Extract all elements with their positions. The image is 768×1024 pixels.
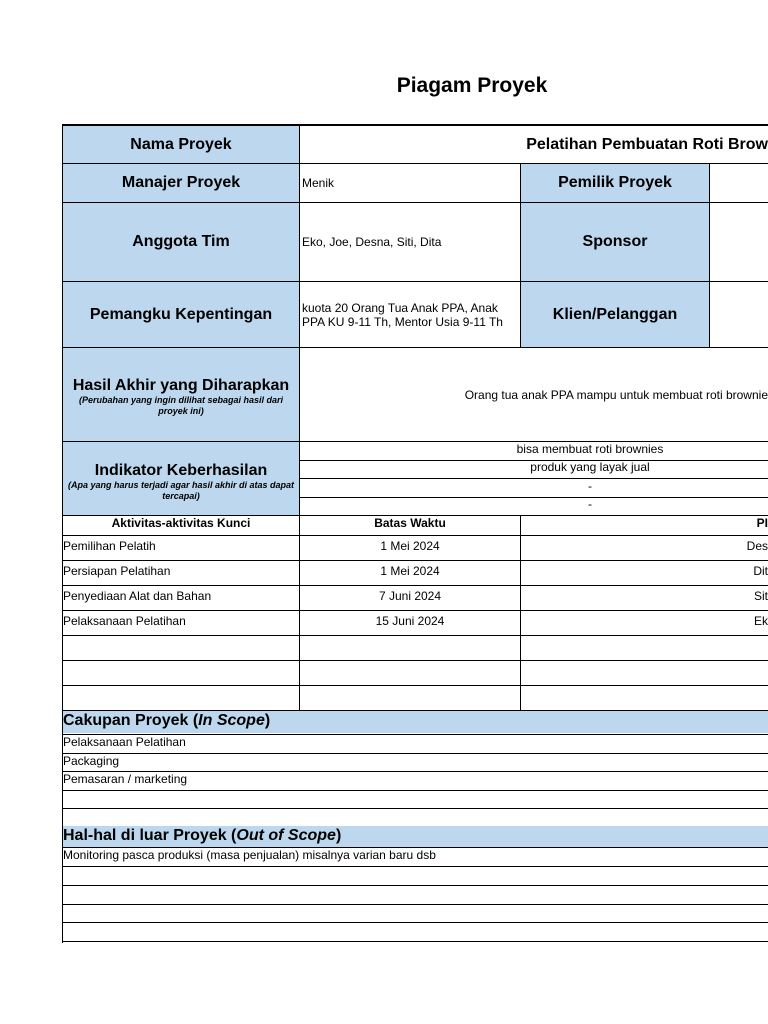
value-hasil-akhir[interactable]: Orang tua anak PPA mampu untuk membuat roti brownie (464, 387, 768, 402)
pemangku-line-2: PPA KU 9-11 Th, Mentor Usia 9-11 Th (302, 314, 503, 329)
scope-line (62, 904, 768, 905)
in-scope-title-suffix: ) (264, 712, 271, 729)
activities-col-line (299, 515, 300, 711)
left-border (62, 124, 63, 943)
scope-line (62, 753, 768, 754)
activity-pic[interactable]: Sit (753, 589, 768, 603)
value-nama-proyek[interactable]: Pelatihan Pembuatan Roti Brow (299, 125, 768, 164)
activity-pic[interactable]: Des (746, 539, 768, 553)
activity-pic[interactable]: Dit (753, 564, 768, 578)
value-klien-pelanggan[interactable] (709, 281, 768, 348)
indikator-item[interactable]: - (588, 497, 592, 511)
activities-row-line (62, 660, 768, 661)
project-charter-sheet (62, 124, 768, 944)
activity-deadline[interactable]: 15 Juni 2024 (375, 614, 445, 628)
in-scope-item[interactable]: Pelaksanaan Pelatihan (63, 735, 186, 749)
activity-name[interactable]: Pelaksanaan Pelatihan (63, 614, 186, 628)
scope-line (62, 885, 768, 886)
scope-line (62, 808, 768, 809)
indikator-note: (Apa yang harus terjadi agar hasil akhir di atas dapat tercapai) (67, 479, 295, 501)
hasil-akhir-title: Hasil Akhir yang Diharapkan (72, 376, 290, 394)
out-scope-title (63, 827, 341, 845)
activities-col-line (520, 515, 521, 711)
label-klien-pelanggan: Klien/Pelanggan (520, 281, 710, 348)
value-sponsor[interactable] (709, 202, 768, 282)
activity-deadline[interactable]: 1 Mei 2024 (380, 564, 440, 578)
col-header-batas-waktu: Batas Waktu (374, 516, 446, 530)
activity-name[interactable]: Penyediaan Alat dan Bahan (63, 589, 212, 603)
indikator-item[interactable]: bisa membuat roti brownies (516, 442, 664, 456)
activities-row-line (62, 585, 768, 586)
hasil-akhir-note: (Perubahan yang ingin dilihat sebagai hasil dari proyek ini) (78, 394, 284, 416)
col-header-pic: PI (756, 516, 768, 530)
label-hasil-akhir (62, 347, 300, 442)
scope-line (62, 866, 768, 867)
activity-name[interactable]: Persiapan Pelatihan (63, 564, 171, 578)
activity-name[interactable]: Pemilihan Pelatih (63, 539, 156, 553)
activity-pic[interactable]: Ek (753, 614, 768, 628)
col-header-aktivitas: Aktivitas-aktivitas Kunci (111, 516, 251, 530)
out-scope-title-suffix: ) (335, 827, 342, 844)
out-scope-title-italic: Out of Scope (236, 827, 336, 844)
activities-row-line (62, 560, 768, 561)
label-indikator-keberhasilan (62, 441, 300, 516)
label-pemilik-proyek: Pemilik Proyek (520, 163, 710, 203)
scope-line (62, 922, 768, 923)
indikator-title: Indikator Keberhasilan (94, 461, 268, 479)
label-anggota-tim: Anggota Tim (62, 202, 300, 282)
indikator-item[interactable]: - (588, 479, 592, 493)
label-nama-proyek: Nama Proyek (62, 125, 300, 164)
label-sponsor: Sponsor (520, 202, 710, 282)
activities-row-line (62, 535, 768, 536)
scope-line (62, 790, 768, 791)
activities-row-line (62, 610, 768, 611)
activities-row-line (62, 685, 768, 686)
out-scope-title-prefix: Hal-hal di luar Proyek ( (63, 827, 237, 844)
label-pemangku-kepentingan: Pemangku Kepentingan (62, 281, 300, 348)
activity-deadline[interactable]: 7 Juni 2024 (378, 589, 442, 603)
value-manajer-proyek[interactable]: Menik (299, 163, 521, 203)
label-manajer-proyek: Manajer Proyek (62, 163, 300, 203)
value-anggota-tim[interactable]: Eko, Joe, Desna, Siti, Dita (299, 202, 521, 282)
indikator-item[interactable]: produk yang layak jual (530, 460, 650, 474)
value-pemilik-proyek[interactable] (709, 163, 768, 203)
pemangku-line-1: kuota 20 Orang Tua Anak PPA, Anak (302, 300, 498, 315)
out-scope-item[interactable]: Monitoring pasca produksi (masa penjualan) misalnya varian baru dsb (63, 848, 436, 862)
value-pemangku-kepentingan[interactable] (299, 281, 521, 348)
activity-deadline[interactable]: 1 Mei 2024 (380, 539, 440, 553)
in-scope-title-italic: In Scope (198, 712, 265, 729)
in-scope-item[interactable]: Packaging (63, 754, 120, 768)
in-scope-title (63, 712, 270, 730)
in-scope-title-prefix: Cakupan Proyek ( (63, 712, 199, 729)
page-title: Piagam Proyek (396, 74, 548, 97)
scope-line (62, 941, 768, 942)
activities-row-line (62, 635, 768, 636)
in-scope-item[interactable]: Pemasaran / marketing (63, 772, 188, 786)
